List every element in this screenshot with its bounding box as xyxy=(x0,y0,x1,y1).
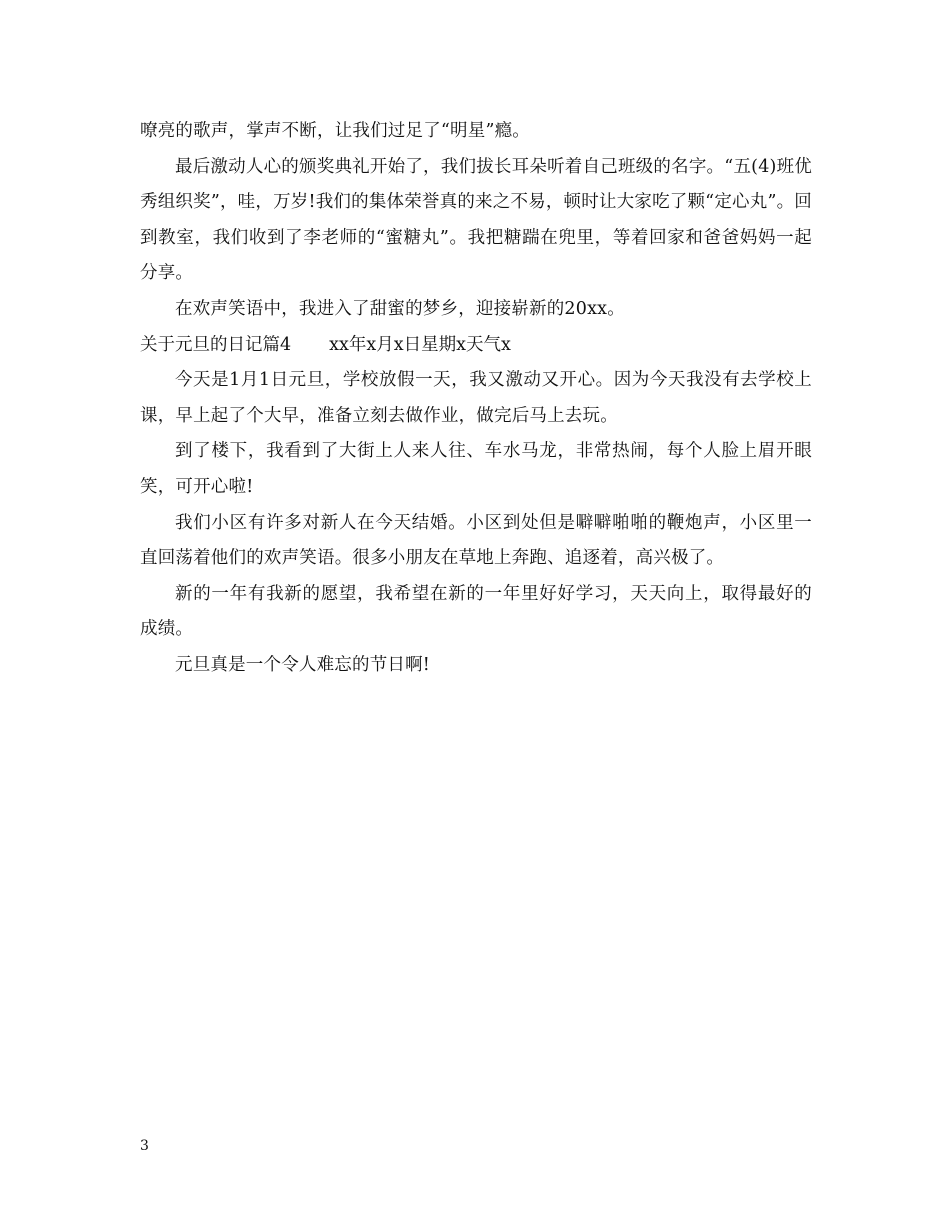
paragraph: 嘹亮的歌声，掌声不断，让我们过足了“明星”瘾。 xyxy=(140,121,530,141)
paragraph: 元旦真是一个令人难忘的节日啊! xyxy=(175,654,431,675)
paragraph: 在欢声笑语中，我进入了甜蜜的梦乡，迎接崭新的20xx。 xyxy=(175,298,625,319)
paragraph: 我们小区有许多对新人在今天结婚。小区到处但是噼噼啪啪的鞭炮声，小区里一直回荡着他们的欢声笑语。很多小朋友在草地上奔跑、追逐着，高兴极了。 xyxy=(140,512,812,569)
paragraph: 最后激动人心的颁奖典礼开始了，我们拔长耳朵听着自己班级的名字。“五(4)班优秀组织奖”，哇，万岁!我们的集体荣誉真的来之不易，顿时让大家吃了颗“定心丸”。回到教室，我们收到了李老师的“蜜糖丸”。我把糖踹在兜里，等着回家和爸爸妈妈一起分享。 xyxy=(140,156,812,284)
section-title: 关于元旦的日记篇4 xyxy=(140,334,292,355)
paragraph: 新的一年有我新的愿望，我希望在新的一年里好好学习，天天向上，取得最好的成绩。 xyxy=(140,583,812,640)
section-date-info: xx年x月x日星期x天气x xyxy=(329,334,511,355)
section-heading xyxy=(140,328,812,364)
paragraph: 到了楼下，我看到了大街上人来人往、车水马龙，非常热闹，每个人脸上眉开眼笑，可开心啦! xyxy=(140,441,812,497)
page-number: 3 xyxy=(140,1138,149,1154)
document-body xyxy=(140,114,812,684)
paragraph: 今天是1月1日元旦，学校放假一天，我又激动又开心。因为今天我没有去学校上课，早上起了个大早，准备立刻去做作业，做完后马上去玩。 xyxy=(140,370,812,426)
